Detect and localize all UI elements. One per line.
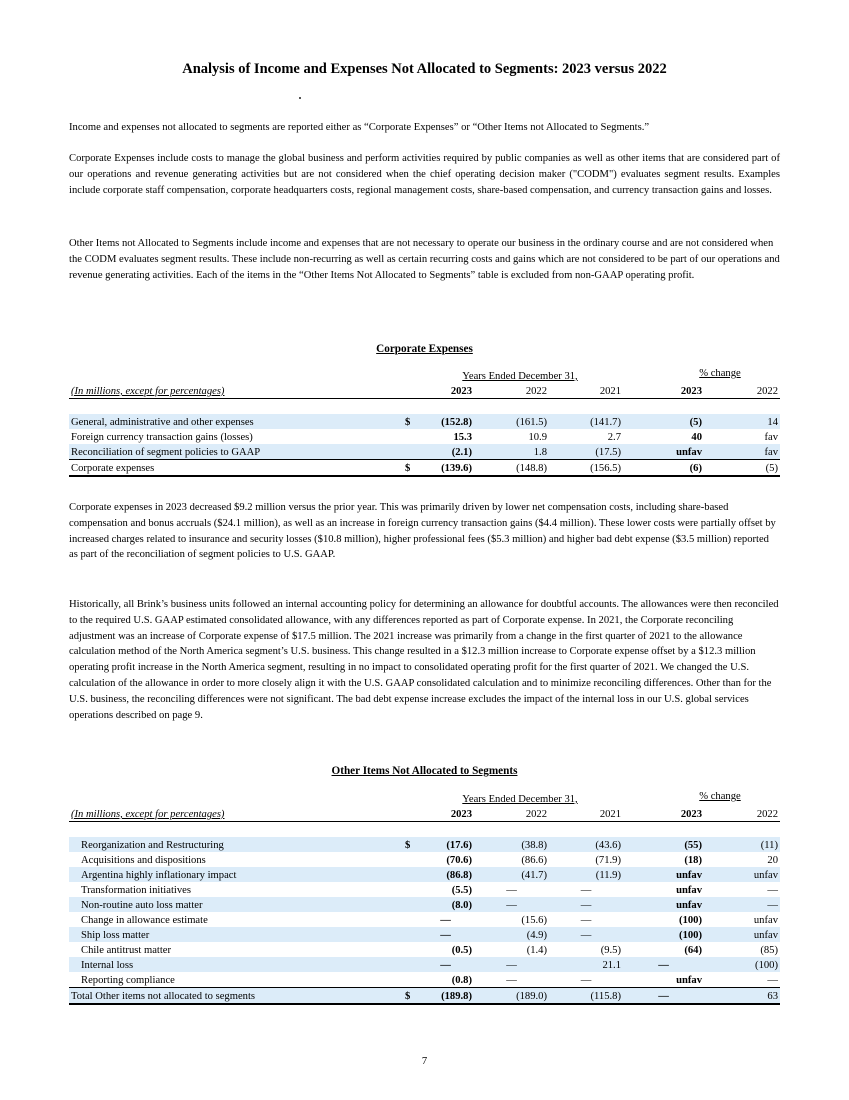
col-2022: 2022 bbox=[474, 383, 549, 399]
years-ended-header: Years Ended December 31, bbox=[462, 371, 578, 382]
table-row: Ship loss matter — (4.9) — (100) unfav bbox=[69, 927, 780, 942]
table-row: Foreign currency transaction gains (losses) 15.3 10.9 2.7 40 fav bbox=[71, 432, 778, 443]
col-2022: 2022 bbox=[474, 806, 549, 822]
pct-col-2023: 2023 bbox=[623, 806, 704, 822]
years-ended-header: Years Ended December 31, bbox=[462, 794, 578, 805]
pct-col-2022: 2022 bbox=[704, 383, 780, 399]
intro-paragraph: Income and expenses not allocated to segments are reported either as “Corporate Expenses” or “Other Items not Allocated to Segments.” bbox=[69, 122, 650, 133]
other-items-title: Other Items Not Allocated to Segments bbox=[331, 765, 518, 777]
table-row: Change in allowance estimate — (15.6) — (100) unfav bbox=[81, 915, 778, 926]
table-row: Acquisitions and dispositions (70.6) (86.6) (71.9) (18) 20 bbox=[81, 855, 778, 866]
table-row: Transformation initiatives (5.5) — — unfav — bbox=[81, 885, 778, 896]
pct-col-2023: 2023 bbox=[623, 383, 704, 399]
corporate-expenses-table bbox=[69, 368, 780, 477]
allowance-history-paragraph: Historically, all Brink’s business units followed an internal accounting policy for determining an allowance for doubtful accounts. The allowances were then reconciled to the required U.S. GAAP estimated consolidated allowance, with any differences reported as part of Corporate expense. In 2021, the Corporate reconciling adjustment was an increase of Corporate expense of $17.5 million. The 2021 increase was primarily from a change in the first quarter of 2021 to the allowance calculation method of the North America segment’s U.S. business. This change resulted in a $12.3 million increase to Corporate expense offset by a $12.3 million operating profit increase in the North America segment, resulting in no impact to consolidated operating profit for the first quarter of 2021. We changed the U.S. calculation of the allowance in order to more closely align it with the U.S. GAAP consolidated calculation and to minimize reconciling differences. Other than for the U.S. business, the reconciling differences were not significant. The bad debt expense increase excludes the impact of the internal loss in our U.S. global services operations described on page 9. bbox=[69, 599, 779, 721]
col-2021: 2021 bbox=[549, 383, 623, 399]
total-row: Total Other items not allocated to segments $ (189.8) (189.0) (115.8) — 63 bbox=[69, 988, 780, 1005]
table-row: Reporting compliance (0.8) — — unfav — bbox=[69, 972, 780, 988]
col-2023: 2023 bbox=[417, 383, 474, 399]
stray-dot bbox=[299, 97, 301, 99]
pct-change-header: % change bbox=[699, 368, 741, 379]
table-row: Internal loss — — 21.1 — (100) bbox=[69, 957, 780, 972]
table-row: Chile antitrust matter (0.5) (1.4) (9.5) (64) (85) bbox=[81, 945, 778, 956]
total-row: Corporate expenses $ (139.6) (148.8) (156.5) (6) (5) bbox=[69, 460, 780, 477]
units-label: (In millions, except for percentages) bbox=[69, 806, 403, 822]
pct-col-2022: 2022 bbox=[704, 806, 780, 822]
units-label: (In millions, except for percentages) bbox=[69, 383, 403, 399]
other-items-table bbox=[69, 791, 780, 1005]
pct-change-header: % change bbox=[699, 791, 741, 802]
table-row: Reorganization and Restructuring $ (17.6) (38.8) (43.6) (55) (11) bbox=[69, 837, 780, 852]
col-2021: 2021 bbox=[549, 806, 623, 822]
table-row: Argentina highly inflationary impact (86.8) (41.7) (11.9) unfav unfav bbox=[69, 867, 780, 882]
corporate-expenses-discussion: Corporate expenses in 2023 decreased $9.2 million versus the prior year. This was primarily driven by lower net compensation costs, including share-based compensation and bonus accruals ($24.1 million), as well as an increase in foreign currency transaction gains ($4.4 million). These lower costs were partially offset by increased charges related to insurance and security losses ($10.8 million), higher professional fees ($5.3 million) and higher bad debt expense ($3.5 million) reported as part of the reconciliation of segment policies to U.S. GAAP. bbox=[69, 502, 776, 561]
table-row: Reconciliation of segment policies to GAAP (2.1) 1.8 (17.5) unfav fav bbox=[69, 444, 780, 460]
page-title: Analysis of Income and Expenses Not Allocated to Segments: 2023 versus 2022 bbox=[182, 61, 667, 77]
table-row: Non-routine auto loss matter (8.0) — — unfav — bbox=[69, 897, 780, 912]
page-number: 7 bbox=[421, 1056, 428, 1067]
other-items-definition: Other Items not Allocated to Segments include income and expenses that are not necessary to operate our business in the ordinary course and are not considered when the CODM evaluates segment results. These include non-recurring as well as certain recurring costs and gains which are not considered to be part of our operations and revenue generating activities. Each of the items in the “Other Items Not Allocated to Segments” table is excluded from non-GAAP operating profit. bbox=[69, 238, 780, 281]
table-row: General, administrative and other expenses $ (152.8) (161.5) (141.7) (5) 14 bbox=[69, 414, 780, 429]
corporate-expenses-definition: Corporate Expenses include costs to manage the global business and perform activities required by public companies as well as other items that are considered part of our operations and revenue generating activities but are not considered when the chief operating decision maker ("CODM") evaluates segment results. Examples include corporate staff compensation, corporate headquarters costs, regional management costs, share-based compensation, and currency transaction gains and losses. bbox=[69, 153, 780, 196]
corporate-expenses-title: Corporate Expenses bbox=[376, 343, 473, 355]
col-2023: 2023 bbox=[417, 806, 474, 822]
